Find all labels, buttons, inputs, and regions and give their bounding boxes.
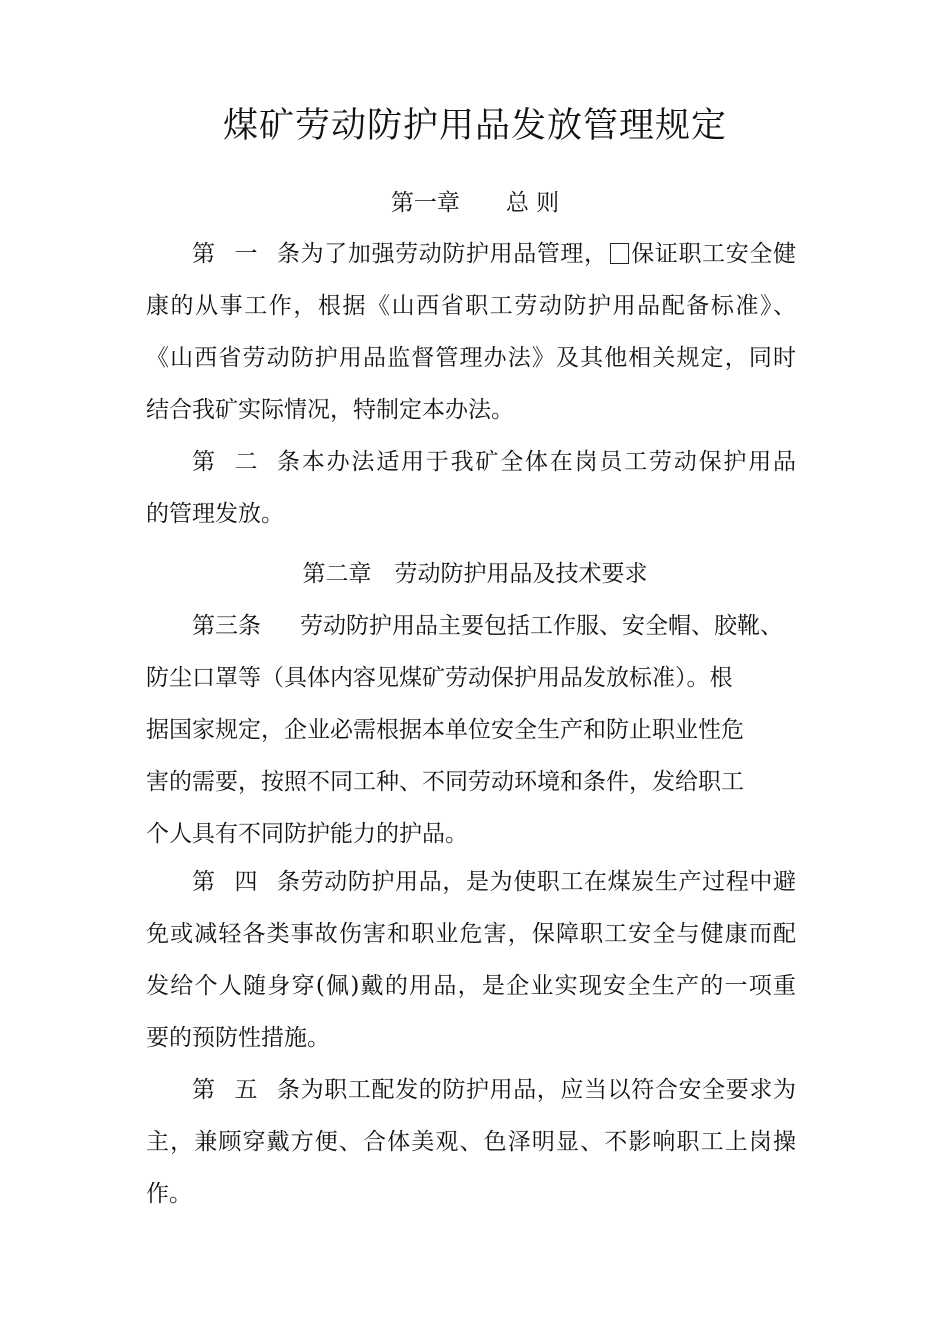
chapter-1-label: 第一章 — [390, 190, 460, 216]
article-5-line-2: 主，兼顾穿戴方便、合体美观、色泽明显、不影响职工上岗操 — [146, 1129, 796, 1155]
chapter-2-name: 劳动防护用品及技术要求 — [394, 561, 648, 587]
article-4-label: 第四条 — [192, 869, 300, 895]
article-1-line-4: 结合我矿实际情况，特制定本办法。 — [146, 397, 514, 423]
article-2-label: 第二条 — [192, 449, 300, 475]
article-1-line-3: 《山西省劳动防护用品监督管理办法》及其他相关规定，同时 — [146, 345, 796, 371]
article-3-line-4: 害的需要，按照不同工种、不同劳动环境和条件，发给职工 — [146, 769, 744, 795]
chapter-2-heading — [0, 557, 950, 591]
document-title: 煤矿劳动防护用品发放管理规定 — [222, 106, 727, 146]
article-4-line-3: 发给个人随身穿(佩)戴的用品，是企业实现安全生产的一项重 — [146, 973, 796, 999]
article-5-line-3: 作。 — [146, 1181, 192, 1207]
article-3-line-2: 防尘口罩等（具体内容见煤矿劳动保护用品发放标准）。根 — [146, 665, 733, 691]
chapter-1-heading — [0, 186, 950, 220]
article-1-line-1: 第一条为了加强劳动防护用品管理， 保证职工安全健 — [192, 237, 796, 271]
article-4-line-2: 免或减轻各类事故伤害和职业危害，保障职工安全与健康而配 — [146, 921, 796, 947]
chapter-2-label: 第二章 — [302, 561, 372, 587]
article-3-line-3: 据国家规定，企业必需根据本单位安全生产和防止职业性危 — [146, 717, 744, 743]
article-3-line-5: 个人具有不同防护能力的护品。 — [146, 821, 468, 847]
article-2-line-1: 第二条本办法适用于我矿全体在岗员工劳动保护用品 — [192, 445, 796, 479]
article-3-line-1: 第三条 劳动防护用品主要包括工作服、安全帽、胶靴、 — [192, 609, 783, 643]
article-1-label: 第一条 — [192, 241, 300, 267]
article-4-line-4: 要的预防性措施。 — [146, 1025, 330, 1051]
article-4-line-1: 第四条劳动防护用品，是为使职工在煤炭生产过程中避 — [192, 865, 796, 899]
article-1-line-2: 康的从事工作，根据《山西省职工劳动防护用品配备标准》、 — [146, 293, 796, 319]
article-5-label: 第五条 — [192, 1077, 300, 1103]
article-3-label: 第三条 — [192, 613, 261, 639]
chapter-1-name: 总 则 — [505, 190, 560, 216]
article-2-line-2: 的管理发放。 — [146, 501, 284, 527]
article-5-line-1: 第五条为职工配发的防护用品，应当以符合安全要求为 — [192, 1073, 796, 1107]
unknown-character-box — [610, 243, 629, 264]
